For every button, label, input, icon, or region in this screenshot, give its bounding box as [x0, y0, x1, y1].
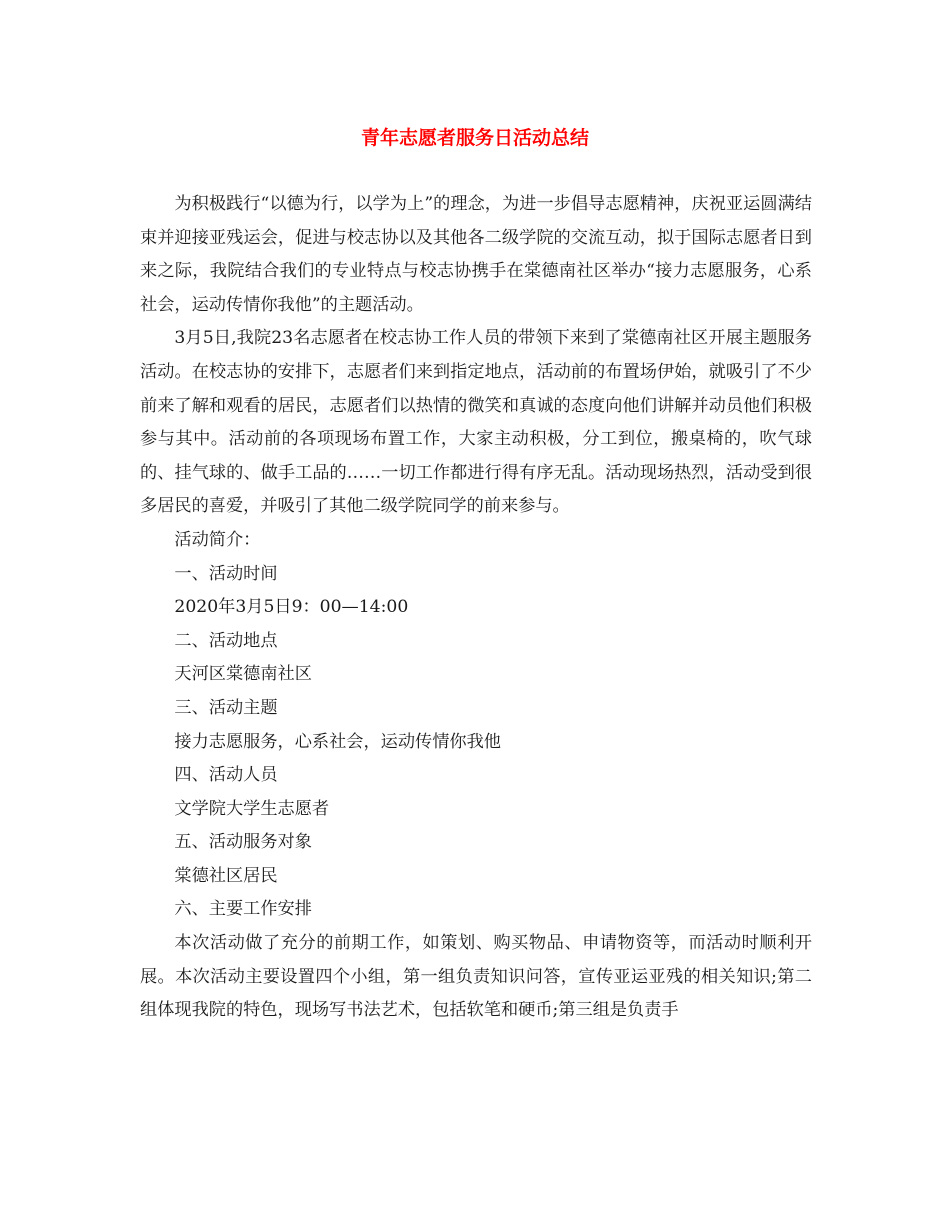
paragraph-event-description: 3月5日,我院23名志愿者在校志协工作人员的带领下来到了棠德南社区开展主题服务活动。在校志协的安排下，志愿者们来到指定地点，活动前的布置场伊始，就吸引了不少前来了解和观看的居民，志愿者们以热情的微笑和真诚的态度向他们讲解并动员他们积极参与其中。活动前的各项现场布置工作，大家主动积极，分工到位，搬桌椅的，吹气球的、挂气球的、做手工品的……一切工作都进行得有序无乱。活动现场热烈，活动受到很多居民的喜爱，并吸引了其他二级学院同学的前来参与。 [140, 328, 812, 517]
section-participants-heading: 四、活动人员 [174, 765, 278, 786]
section-theme-heading: 三、活动主题 [174, 697, 278, 718]
section-theme-value: 接力志愿服务，心系社会，运动传情你我他 [174, 731, 501, 752]
section-audience-heading: 五、活动服务对象 [174, 832, 312, 853]
section-location-heading: 二、活动地点 [174, 630, 278, 651]
section-time-value: 2020年3月5日9：00—14:00 [174, 597, 409, 618]
document-title: 青年志愿者服务日活动总结 [360, 127, 589, 149]
section-time-heading: 一、活动时间 [174, 563, 278, 584]
section-participants-value: 文学院大学生志愿者 [174, 798, 330, 819]
section-location-value: 天河区棠德南社区 [174, 664, 312, 685]
section-overview-heading: 活动简介： [174, 529, 261, 550]
paragraph-arrangement-details: 本次活动做了充分的前期工作，如策划、购买物品、申请物资等，而活动时顺利开展。本次活动主要设置四个小组，第一组负责知识问答，宣传亚运亚残的相关知识;第二组体现我院的特色，现场写书法艺术，包括软笔和硬币;第三组是负责手 [140, 933, 812, 1021]
document-body [140, 188, 812, 1028]
paragraph-intro: 为积极践行“以德为行，以学为上”的理念，为进一步倡导志愿精神，庆祝亚运圆满结束并迎接亚残运会，促进与校志协以及其他各二级学院的交流互动，拟于国际志愿者日到来之际，我院结合我们的专业特点与校志协携手在棠德南社区举办“接力志愿服务，心系社会，运动传情你我他”的主题活动。 [140, 194, 812, 315]
section-arrangement-heading: 六、主要工作安排 [174, 899, 312, 920]
section-audience-value: 棠德社区居民 [174, 865, 278, 886]
